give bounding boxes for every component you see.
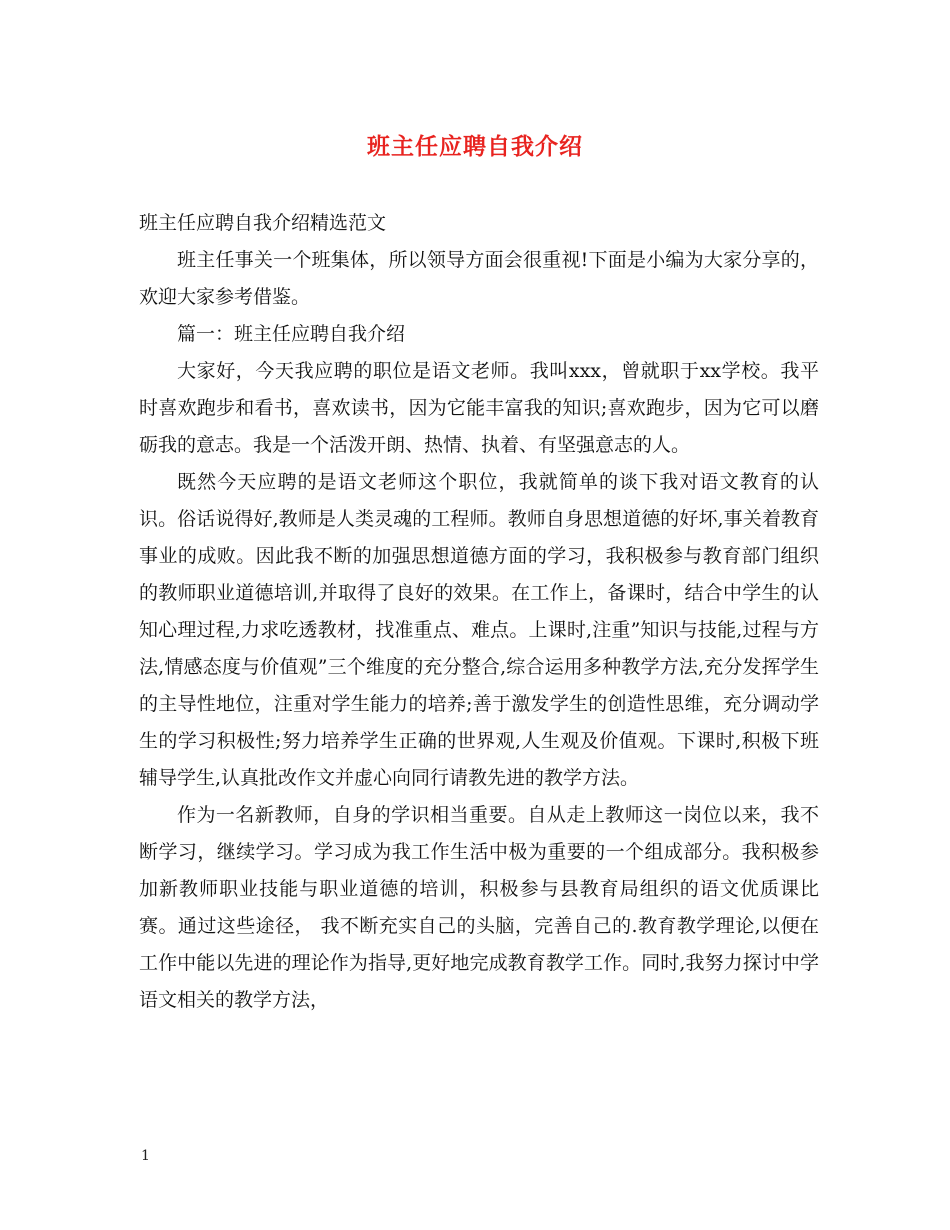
paragraph-teaching-views: 既然今天应聘的是语文老师这个职位，我就简单的谈下我对语文教育的认识。俗话说得好,教师是人类灵魂的工程师。教师自身思想道德的好坏,事关着教育事业的成败。因此我不断的加强思想道德方面的学习，我积极参与教育部门组织的教师职业道德培训,并取得了良好的效果。在工作上，备课时，结合中学生的认知心理过程,力求吃透教材，找准重点、难点。上课时,注重”知识与技能,过程与方法,情感态度与价值观”三个维度的充分整合,综合运用多种教学方法,充分发挥学生的主导性地位，注重对学生能力的培养;善于激发学生的创造性思维，充分调动学生的学习积极性;努力培养学生正确的世界观,人生观及价值观。下课时,积极下班辅导学生,认真批改作文并虚心向同行请教先进的教学方法。 [139,471,819,789]
document-title: 班主任应聘自我介绍 [367,133,583,160]
document-subtitle: 班主任应聘自我介绍精选范文 [139,212,387,234]
paragraph-self-intro: 大家好，今天我应聘的职位是语文老师。我叫xxx，曾就职于xx学校。我平时喜欢跑步和看书，喜欢读书，因为它能丰富我的知识;喜欢跑步，因为它可以磨砺我的意志。我是一个活泼开朗、热情、执着、有坚强意志的人。 [139,360,819,456]
document-body [139,205,819,1019]
section-heading: 篇一：班主任应聘自我介绍 [177,323,406,345]
paragraph-intro: 班主任事关一个班集体，所以领导方面会很重视!下面是小编为大家分享的，欢迎大家参考借鉴。 [139,249,819,308]
paragraph-continued-learning: 作为一名新教师，自身的学识相当重要。自从走上教师这一岗位以来，我不断学习，继续学习。学习成为我工作生活中极为重要的一个组成部分。我积极参加新教师职业技能与职业道德的培训，积极参与县教育局组织的语文优质课比赛。通过这些途径， 我不断充实自己的头脑，完善自己的.教育教学理论,以便在工作中能以先进的理论作为指导,更好地完成教育教学工作。同时,我努力探讨中学语文相关的教学方法， [139,804,819,1011]
page-number: 1 [141,1148,150,1164]
